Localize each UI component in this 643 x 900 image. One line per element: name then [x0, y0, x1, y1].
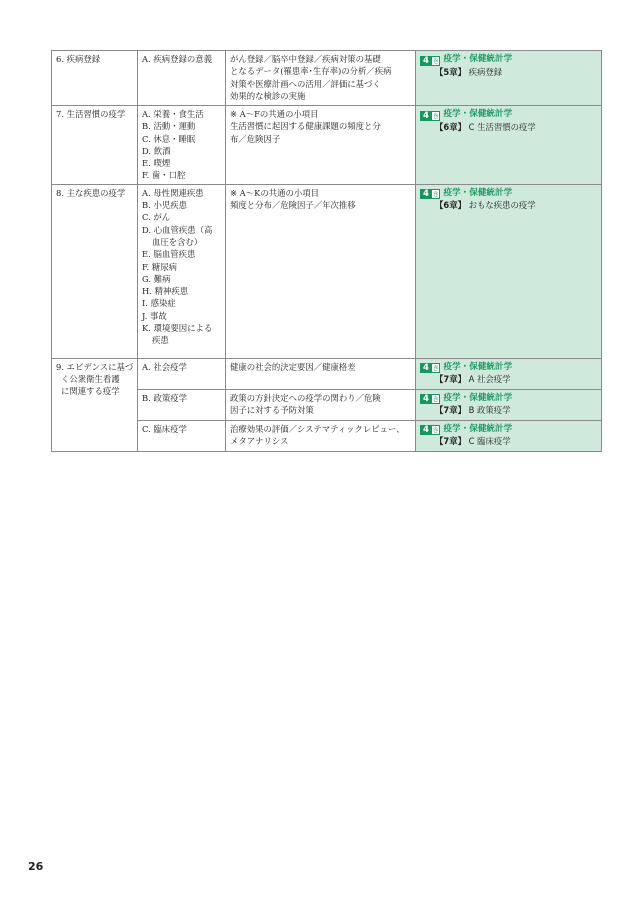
volume-number: 4	[420, 425, 431, 435]
mid-item-cell	[138, 420, 226, 451]
volume-number: 4	[420, 56, 431, 66]
mid-item-cell	[138, 358, 226, 389]
minor-item-text: 頻度と分布／危険因子／年次推移	[230, 200, 356, 211]
mid-item-text: K. 環境要因による	[142, 323, 213, 334]
minor-item-text: 対策や医療計画への活用／評価に基づく	[230, 78, 381, 89]
mid-item-text: G. 難病	[142, 273, 171, 284]
volume-suffix: 巻	[431, 111, 441, 121]
book-title: 疫学・保健統計学	[443, 188, 513, 199]
mid-item-text: F. 糖尿病	[142, 261, 177, 272]
reference-cell	[416, 184, 602, 358]
table-row-8	[52, 184, 602, 358]
mid-item-text: B. 活動・運動	[142, 121, 196, 132]
minor-item-text: 生活習慣に起因する健康課題の頻度と分	[230, 121, 381, 132]
chapter-topic: C 生活習慣の疫学	[468, 121, 536, 132]
chapter-topic: おもな疾患の疫学	[468, 200, 536, 211]
mid-item-text: B. 小児疾患	[142, 200, 187, 211]
volume-number: 4	[420, 394, 431, 404]
major-item-text: 9. エビデンスに基づ	[56, 361, 134, 372]
volume-badge	[420, 424, 440, 434]
minor-item-cell	[226, 389, 416, 420]
book-title: 疫学・保健統計学	[443, 424, 513, 434]
mid-item-text: 疾患	[152, 335, 169, 346]
major-item-text: く公衆衛生看護	[61, 374, 120, 385]
minor-item-text: 治療効果の評価／システマティックレビュー、	[230, 423, 405, 434]
mid-item-text: B. 政策疫学	[142, 392, 187, 403]
major-item-cell	[52, 106, 138, 185]
chapter-number: 【7章】	[435, 374, 466, 385]
chapter-ref	[420, 404, 598, 416]
minor-item-text: がん登録／脳卒中登録／疾病対策の基礎	[230, 54, 381, 64]
mid-item-text: I. 感染症	[142, 298, 176, 309]
major-item-cell	[52, 51, 138, 106]
mid-item-text: C. 休息・睡眠	[142, 133, 196, 144]
volume-number: 4	[420, 189, 431, 199]
minor-item-text: 政策の方針決定への疫学の関わり／危険	[230, 392, 381, 403]
mid-item-text: F. 歯・口腔	[142, 170, 186, 181]
chapter-ref	[420, 199, 598, 211]
volume-suffix: 巻	[431, 189, 441, 199]
volume-badge	[420, 188, 440, 198]
book-title: 疫学・保健統計学	[443, 362, 513, 373]
mid-item-cell	[138, 106, 226, 185]
minor-item-text: 因子に対する予防対策	[230, 405, 314, 416]
minor-item-text: ※ A～Fの共通の小項目	[230, 109, 319, 119]
mid-item-text: H. 精神疾患	[142, 286, 189, 297]
minor-item-cell	[226, 106, 416, 185]
mid-item-text: E. 喫煙	[142, 158, 171, 169]
mid-item-text: C. がん	[142, 212, 171, 223]
mid-item-text: 血圧を含む）	[152, 236, 203, 247]
chapter-ref	[420, 121, 598, 133]
reference-cell	[416, 420, 602, 451]
reference-cell	[416, 51, 602, 106]
mid-item-cell	[138, 184, 226, 358]
table-row-6	[52, 51, 602, 106]
minor-item-text: メタアナリシス	[230, 435, 289, 446]
minor-item-cell	[226, 358, 416, 389]
reference-cell	[416, 358, 602, 389]
chapter-topic: 疾病登録	[468, 66, 503, 77]
mid-item-text: D. 心血管疾患（高	[142, 224, 213, 235]
chapter-ref	[420, 66, 598, 78]
syllabus-body	[52, 51, 602, 452]
chapter-ref	[420, 435, 598, 447]
volume-badge	[420, 55, 440, 65]
chapter-topic: A 社会疫学	[468, 374, 511, 385]
minor-item-text: 効果的な検診の実施	[230, 90, 306, 101]
mid-item-text: A. 社会疫学	[142, 361, 187, 372]
chapter-ref	[420, 373, 598, 385]
major-item-text: に関連する疫学	[61, 386, 120, 397]
major-item-text: 7. 生活習慣の疫学	[56, 109, 126, 119]
volume-number: 4	[420, 111, 431, 121]
chapter-number: 【6章】	[435, 200, 466, 211]
table-row-7	[52, 106, 602, 185]
volume-number: 4	[420, 363, 431, 373]
reference-entry	[420, 187, 598, 212]
minor-item-cell	[226, 420, 416, 451]
mid-item-text: A. 母性関連疾患	[142, 187, 204, 198]
volume-suffix: 巻	[431, 363, 441, 373]
reference-entry	[420, 108, 598, 133]
reference-entry	[420, 392, 598, 417]
chapter-number: 【6章】	[435, 121, 466, 132]
volume-suffix: 巻	[431, 56, 441, 66]
volume-badge	[420, 362, 440, 372]
major-item-text: 8. 主な疾患の疫学	[56, 187, 126, 198]
chapter-topic: C 臨床疫学	[468, 436, 511, 447]
minor-item-text: となるデータ(罹患率･生存率)の分析／疾病	[230, 66, 392, 77]
mid-item-cell	[138, 389, 226, 420]
chapter-number: 【7章】	[435, 405, 466, 416]
volume-suffix: 巻	[431, 425, 441, 435]
reference-cell	[416, 389, 602, 420]
reference-entry	[420, 53, 598, 78]
mid-item-text: E. 脳血管疾患	[142, 249, 196, 260]
chapter-topic: B 政策疫学	[468, 405, 511, 416]
book-title: 疫学・保健統計学	[443, 393, 513, 404]
major-item-cell	[52, 184, 138, 358]
book-title: 疫学・保健統計学	[443, 54, 513, 65]
volume-badge	[420, 393, 440, 403]
mid-item-text: D. 飲酒	[142, 145, 171, 156]
mid-item-text: A. 疾病登録の意義	[142, 54, 212, 64]
minor-item-text: 健康の社会的決定要因／健康格差	[230, 361, 356, 372]
mid-item-cell	[138, 51, 226, 106]
reference-entry	[420, 361, 598, 386]
syllabus-table	[51, 50, 602, 452]
minor-item-text: ※ A～Kの共通の小項目	[230, 187, 319, 198]
volume-suffix: 巻	[431, 394, 441, 404]
major-item-cell	[52, 358, 138, 451]
table-row-9a	[52, 358, 602, 389]
page-number: 26	[28, 860, 44, 873]
volume-badge	[420, 110, 440, 120]
mid-item-text: C. 臨床疫学	[142, 423, 187, 434]
chapter-number: 【7章】	[435, 436, 466, 447]
minor-item-text: 布／危険因子	[230, 133, 281, 144]
chapter-number: 【5章】	[435, 66, 466, 77]
mid-item-text: A. 栄養・食生活	[142, 109, 204, 119]
reference-cell	[416, 106, 602, 185]
minor-item-cell	[226, 184, 416, 358]
major-item-text: 6. 疾病登録	[56, 54, 101, 64]
minor-item-cell	[226, 51, 416, 106]
book-title: 疫学・保健統計学	[443, 109, 513, 120]
mid-item-text: J. 事故	[142, 310, 167, 321]
reference-entry	[420, 423, 598, 448]
